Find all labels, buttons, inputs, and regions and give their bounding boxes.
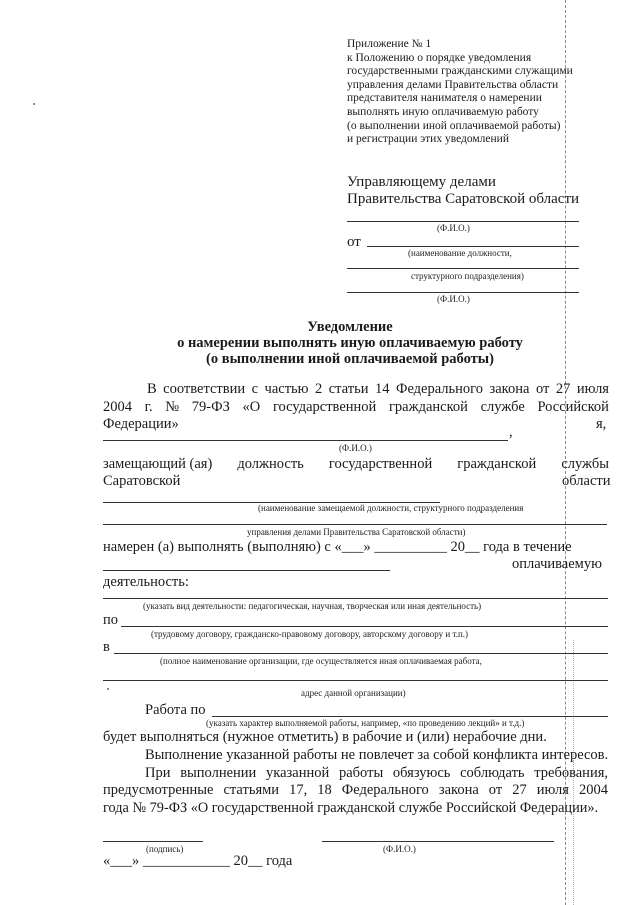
intend-fill-line [103,570,390,571]
word: службе [480,399,525,415]
contract-caption: (трудовому договору, гражданско-правовому договору, авторскому договору и т.п.) [151,629,469,639]
appendix-line: (о выполнении иной оплачиваемой работы) [347,119,561,132]
word: от [488,782,503,798]
signature-fio-line [322,841,554,842]
unit-caption: структурного подразделения) [411,271,524,281]
holder-region-right: области [562,473,611,489]
word: В [147,381,157,397]
notice-subtitle: о намерении выполнять иную оплачиваемую работу [177,335,523,351]
word: № [165,399,180,415]
word: закона [438,782,479,798]
unit-line [347,292,579,293]
word: 2004 [578,782,608,798]
word: от [535,381,550,397]
fio-line [347,221,579,222]
word: 14 [374,381,390,397]
position-caption-body: (наименование замещаемой должности, структурного подразделения [258,503,524,513]
appendix-line: к Положению о порядке уведомления [347,51,532,64]
word: с [251,381,259,397]
work-days-line: будет выполняться (нужное отметить) в рабочие и (или) нерабочие дни. [103,729,547,745]
fio-caption-2: (Ф.И.О.) [437,294,470,304]
word: должность [237,456,304,472]
req-line-1 [145,765,608,782]
appendix-block [347,38,617,147]
contract-line [121,626,608,627]
word: требования, [534,765,608,781]
appendix-line: представителя нанимателя о намерении [347,92,542,105]
word: Федерального [341,782,429,798]
word: соблюдать [460,765,525,781]
word: Российской [537,399,609,415]
word: государственной [328,456,433,472]
word: 27 [512,782,527,798]
fio-caption-body: (Ф.И.О.) [339,443,372,453]
word: июля [576,381,609,397]
law-line-3-left: Федерации» [103,416,179,432]
req-line-2 [103,782,608,799]
position-line [347,268,579,269]
word: предусмотренные [103,782,214,798]
word: 27 [555,381,571,397]
word: Федерального [395,381,484,397]
word: замещающий (ая) [103,456,213,472]
word: работы [338,765,384,781]
org-caption: (полное наименование организации, где осуществляется иная оплачиваемая работа, [160,656,482,666]
scan-speck [33,103,35,105]
req-line-3: года № 79-ФЗ «О государственной гражданской службе Российской Федерации». [103,800,599,816]
signature-caption: (подпись) [146,844,184,854]
word: 17, [289,782,308,798]
word: гражданской [457,456,537,472]
word: «О [242,399,261,415]
word: 18 [317,782,332,798]
fio-caption: (Ф.И.О.) [437,223,470,233]
notice-subtitle-2: (о выполнении иной оплачиваемой работы) [206,351,494,367]
word: статьями [223,782,280,798]
work-caption: (указать характер выполняемой работы, например, «по проведению лекций» и т.д.) [206,718,525,728]
word: указанной [266,765,330,781]
scan-speck [107,688,109,690]
word: 2004 [103,399,132,415]
word: 2 [315,381,323,397]
law-line-2 [103,399,609,416]
holder-line [103,456,609,473]
holder-region: Саратовской [103,473,181,489]
from-label: от [347,234,361,250]
word: государственной [272,399,377,415]
activity-line [103,598,608,599]
activity-label: деятельность: [103,574,189,590]
org-line [114,653,608,654]
word: гражданской [388,399,468,415]
addressee-line1: Управляющему делами [347,174,496,190]
appendix-line: государственными гражданскими служащими [347,65,573,78]
signature-line [103,841,203,842]
position-caption: (наименование должности, [408,248,512,258]
appendix-line: управления делами Правительства области [347,78,559,91]
word: соответствии [163,381,246,397]
org-address-caption: адрес данной организации) [301,688,406,698]
word: При [145,765,171,781]
law-line-1 [147,381,609,398]
paid-word: оплачиваемую [512,556,602,572]
law-line-3-right: я, [596,416,607,432]
work-line [212,716,608,717]
signature-date: «___» ____________ 20__ года [103,853,293,869]
activity-caption: (указать вид деятельности: педагогическая, научная, творческая или иная деятельность) [143,601,482,611]
word: службы [561,456,609,472]
v-label: в [103,639,110,655]
notice-title: Уведомление [307,319,393,335]
word: обязуюсь [392,765,451,781]
word: закона [489,381,530,397]
from-line [367,246,579,247]
org-address-line [103,680,608,681]
word: статьи [328,381,369,397]
word: частью [264,381,309,397]
intend-line: намерен (а) выполнять (выполняю) с «___» __________ 20__ года в течение [103,539,572,555]
comma: , [509,424,513,440]
conflict-line: Выполнение указанной работы не повлечет за собой конфликта интересов. [145,747,609,763]
word: выполнении [180,765,257,781]
word: 79-ФЗ [191,399,230,415]
fio-line-body [103,440,508,441]
word: июля [536,782,569,798]
appendix-line: выполнять иную оплачиваемую работу [347,105,539,118]
signature-fio-caption: (Ф.И.О.) [383,844,416,854]
dept-line-body [103,524,607,525]
po-label: по [103,612,119,628]
work-label: Работа по [145,702,206,718]
appendix-line: и регистрации этих уведомлений [347,133,509,146]
appendix-line: Приложение № 1 [347,38,432,50]
dept-caption-body: управления делами Правительства Саратовской области) [247,527,466,537]
word: г. [144,399,153,415]
addressee-line2: Правительства Саратовской области [347,191,580,207]
